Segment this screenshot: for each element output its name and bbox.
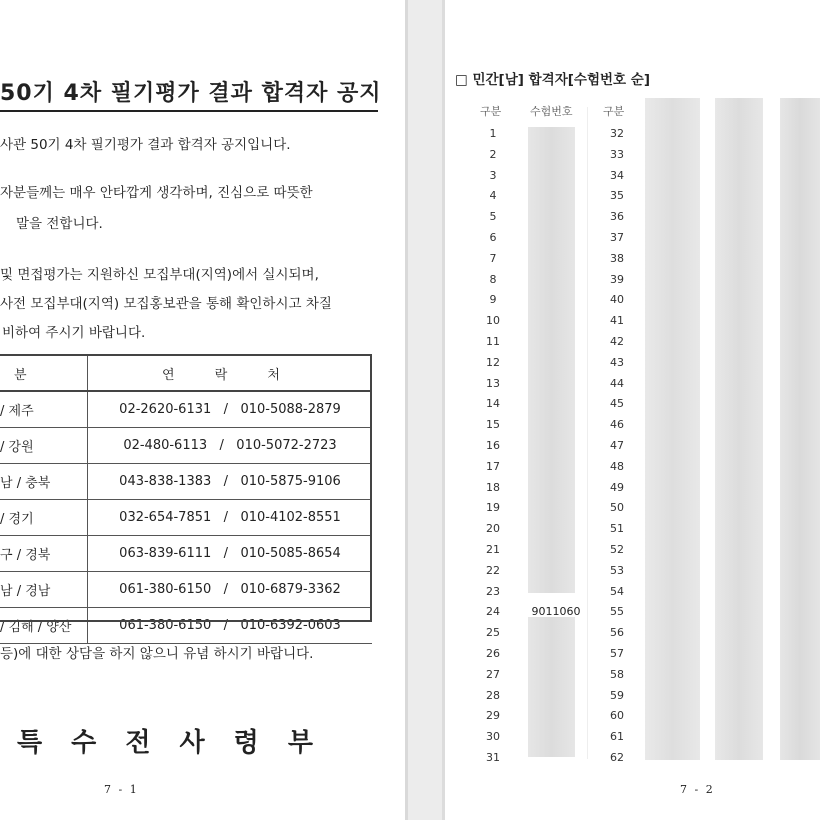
col-header-exam: 수험번호 [530, 105, 573, 118]
contact-cell: 063-839-6111 / 010-5085-8654 [88, 536, 373, 572]
row-number: 58 [610, 667, 624, 681]
row-number: 59 [610, 688, 624, 702]
row-number: 33 [610, 147, 624, 161]
region-cell: 남 / 경남 [0, 572, 88, 608]
row-number: 3 [489, 168, 497, 182]
row-number: 16 [486, 439, 500, 452]
paragraph-line-3: 말을 전합니다. [16, 216, 103, 232]
paragraph-line-1: 사관 50기 4차 필기평가 결과 합격자 공지입니다. [0, 137, 291, 153]
notice-title: 50기 4차 필기평가 결과 합격자 공지 [0, 81, 382, 106]
row-number: 51 [610, 522, 624, 536]
title-underline [0, 110, 378, 112]
contact-cell: 02-480-6113 / 010-5072-2723 [88, 428, 373, 464]
row-number: 24 [486, 605, 500, 619]
row-number: 29 [486, 709, 500, 723]
row-number: 5 [489, 210, 497, 224]
row-number: 4 [489, 189, 497, 203]
counseling-notice: 등)에 대한 상담을 하지 않으니 유념 하시기 바랍니다. [0, 646, 314, 662]
row-number: 54 [610, 584, 624, 598]
visible-exam-number: 9011060 [531, 605, 581, 619]
row-number: 22 [486, 563, 500, 577]
row-number: 30 [486, 730, 500, 744]
page-gutter [405, 0, 445, 820]
row-number: 56 [610, 626, 624, 640]
contact-cell: 061-380-6150 / 010-6392-0603 [88, 608, 373, 644]
row-number: 19 [486, 501, 500, 515]
row-number: 8 [489, 272, 497, 286]
row-number: 28 [486, 688, 500, 702]
row-number: 1 [489, 127, 497, 140]
redacted-exam-numbers-bottom [528, 617, 575, 757]
organization-name: 특 수 전 사 령 부 [17, 728, 323, 758]
region-cell: / 강원 [0, 428, 88, 464]
row-number: 55 [610, 605, 624, 619]
row-number: 6 [489, 231, 497, 244]
row-number: 49 [610, 480, 624, 494]
row-number: 18 [486, 480, 500, 494]
contact-cell: 032-654-7851 / 010-4102-8551 [88, 500, 373, 536]
row-number: 57 [610, 647, 624, 660]
region-cell: / 경기 [0, 500, 88, 536]
row-number: 46 [610, 418, 624, 432]
contact-table [0, 356, 372, 644]
header-contact: 연 락 처 [88, 356, 373, 391]
row-number: 61 [610, 730, 624, 744]
row-number: 21 [486, 543, 500, 556]
col-header-no: 구분 [480, 105, 502, 118]
row-number: 50 [610, 501, 624, 515]
contact-cell: 061-380-6150 / 010-6879-3362 [88, 572, 373, 608]
table-row [0, 608, 372, 644]
row-number: 42 [610, 335, 624, 348]
row-number: 37 [610, 231, 624, 244]
table-row [0, 500, 372, 536]
row-number: 2 [489, 147, 497, 161]
row-number: 45 [610, 397, 624, 411]
row-number: 14 [486, 397, 500, 411]
paragraph-line-4: 및 면접평가는 지원하신 모집부대(지역)에서 실시되며, [0, 267, 319, 283]
row-number: 11 [486, 335, 500, 348]
row-number: 44 [610, 376, 624, 390]
row-number: 52 [610, 543, 624, 556]
column-divider [587, 107, 588, 759]
row-number: 25 [486, 626, 500, 640]
region-cell: / 김해 / 양산 [0, 608, 88, 644]
table-row [0, 572, 372, 608]
row-number: 7 [489, 251, 497, 265]
row-number: 12 [486, 355, 500, 369]
row-number: 38 [610, 251, 624, 265]
table-row [0, 464, 372, 500]
table-row [0, 391, 372, 428]
region-cell: 남 / 충북 [0, 464, 88, 500]
header-region: 분 [0, 356, 88, 391]
row-number: 43 [610, 355, 624, 369]
row-number: 41 [610, 314, 624, 328]
row-number: 48 [610, 459, 624, 473]
paragraph-line-5: 사전 모집부대(지역) 모집홍보관을 통해 확인하시고 차질 [0, 296, 332, 312]
row-number: 9 [489, 293, 497, 307]
row-number: 53 [610, 563, 624, 577]
row-number: 17 [486, 459, 500, 473]
passer-list-heading: □ 민간[남] 합격자[수험번호 순] [455, 72, 650, 88]
table-row [0, 428, 372, 464]
contact-cell: 043-838-1383 / 010-5875-9106 [88, 464, 373, 500]
row-number: 35 [610, 189, 624, 203]
redacted-column-1 [645, 98, 700, 760]
row-number: 23 [486, 584, 500, 598]
row-number: 26 [486, 647, 500, 660]
row-number: 13 [486, 376, 500, 390]
paragraph-line-2: 자분들께는 매우 안타깝게 생각하며, 진심으로 따뜻한 [0, 185, 313, 201]
row-number: 62 [610, 751, 624, 764]
row-number: 10 [486, 314, 500, 328]
row-number: 31 [486, 751, 500, 764]
row-number: 60 [610, 709, 624, 723]
redacted-column-3 [780, 98, 820, 760]
row-number: 32 [610, 127, 624, 140]
redacted-exam-numbers-top [528, 127, 575, 593]
row-number: 27 [486, 667, 500, 681]
row-number: 15 [486, 418, 500, 432]
table-row [0, 536, 372, 572]
region-cell: / 제주 [0, 391, 88, 428]
contact-table-header [0, 356, 372, 391]
row-number: 47 [610, 439, 624, 452]
contact-cell: 02-2620-6131 / 010-5088-2879 [88, 391, 373, 428]
row-number: 39 [610, 272, 624, 286]
paragraph-line-6: 비하여 주시기 바랍니다. [2, 325, 146, 341]
page-number-right: 7 - 2 [680, 783, 715, 796]
row-number: 20 [486, 522, 500, 536]
row-number: 34 [610, 168, 624, 182]
col-header-no-2: 구분 [603, 105, 625, 118]
row-number: 40 [610, 293, 624, 307]
page-number-left: 7 - 1 [104, 783, 139, 796]
row-number: 36 [610, 210, 624, 224]
redacted-column-2 [715, 98, 763, 760]
region-cell: 구 / 경북 [0, 536, 88, 572]
